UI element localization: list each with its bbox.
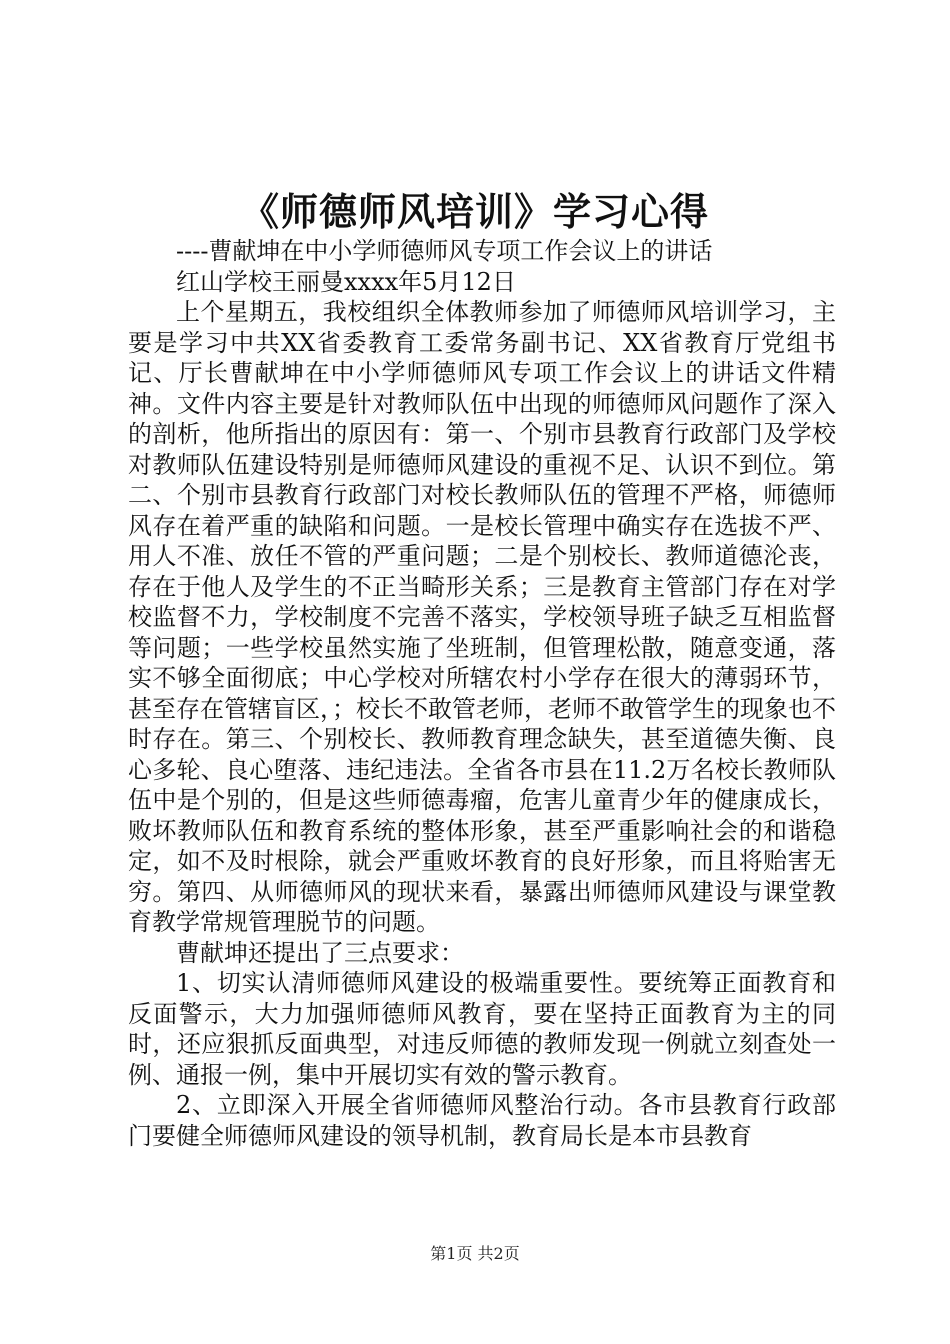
subtitle-line: ----曹献坤在中小学师德师风专项工作会议上的讲话 [176,237,713,265]
paragraph: 曹献坤还提出了三点要求： [176,938,464,967]
page-footer: 第1页 共2页 [430,1244,520,1263]
paragraph: 上个星期五，我校组织全体教师参加了师德师风培训学习，主要是学习中共XX省委教育工委常务副书记、XX省教育厅党组书记、厅长曹献坤在中小学师德师风专项工作会议上的讲话文件精神。文件内容主要是针对教师队伍中出现的师德师风问题作了深入的剖析，他所指出的原因有：第一、个别市县教育行政部门及学校对教师队伍建设特别是师德师风建设的重视不足、认识不到位。第二、个别市县教育行政部门对校长教师队伍的管理不严格，师德师风存在着严重的缺陷和问题。一是校长管理中确实存在选拔不严、用人不准、放任不管的严重问题；二是个别校长、教师道德沦丧，存在于他人及学生的不正当畸形关系；三是教育主管部门存在对学校监督不力，学校制度不完善不落实，学校领导班子缺乏互相监督等问题；一些学校虽然实施了坐班制，但管理松散，随意变通，落实不够全面彻底；中心学校对所辖农村小学存在很大的薄弱环节，甚至存在管辖盲区，；校长不敢管老师，老师不敢管学生的现象也不时存在。第三、个别校长、教师教育理念缺失，甚至道德失衡、良心多轮、良心堕落、违纪违法。全省各市县在11.2万名校长教师队伍中是个别的，但是这些师德毒瘤，危害儿童青少年的健康成长，败坏教师队伍和教育系统的整体形象，甚至严重影响社会的和谐稳定，如不及时根除，就会严重败坏教育的良好形象，而且将贻害无穷。第四、从师德师风的现状来看，暴露出师德师风建设与课堂教育教学常规管理脱节的问题。 [128,298,836,936]
byline-line: 红山学校王丽曼xxxx年5月12日 [176,267,516,296]
paragraph: 2、立即深入开展全省师德师风整治行动。各市县教育行政部门要健全师德师风建设的领导机制，教育局长是本市县教育 [128,1091,836,1150]
document-title: 《师德师风培训》学习心得 [240,189,709,234]
document-body [128,236,836,1151]
paragraph: 1、切实认清师德师风建设的极端重要性。要统筹正面教育和反面警示，大力加强师德师风教育，要在坚持正面教育为主的同时，还应狠抓反面典型，对违反师德的教师发现一例就立刻查处一例、通报一例，集中开展切实有效的警示教育。 [128,969,836,1089]
